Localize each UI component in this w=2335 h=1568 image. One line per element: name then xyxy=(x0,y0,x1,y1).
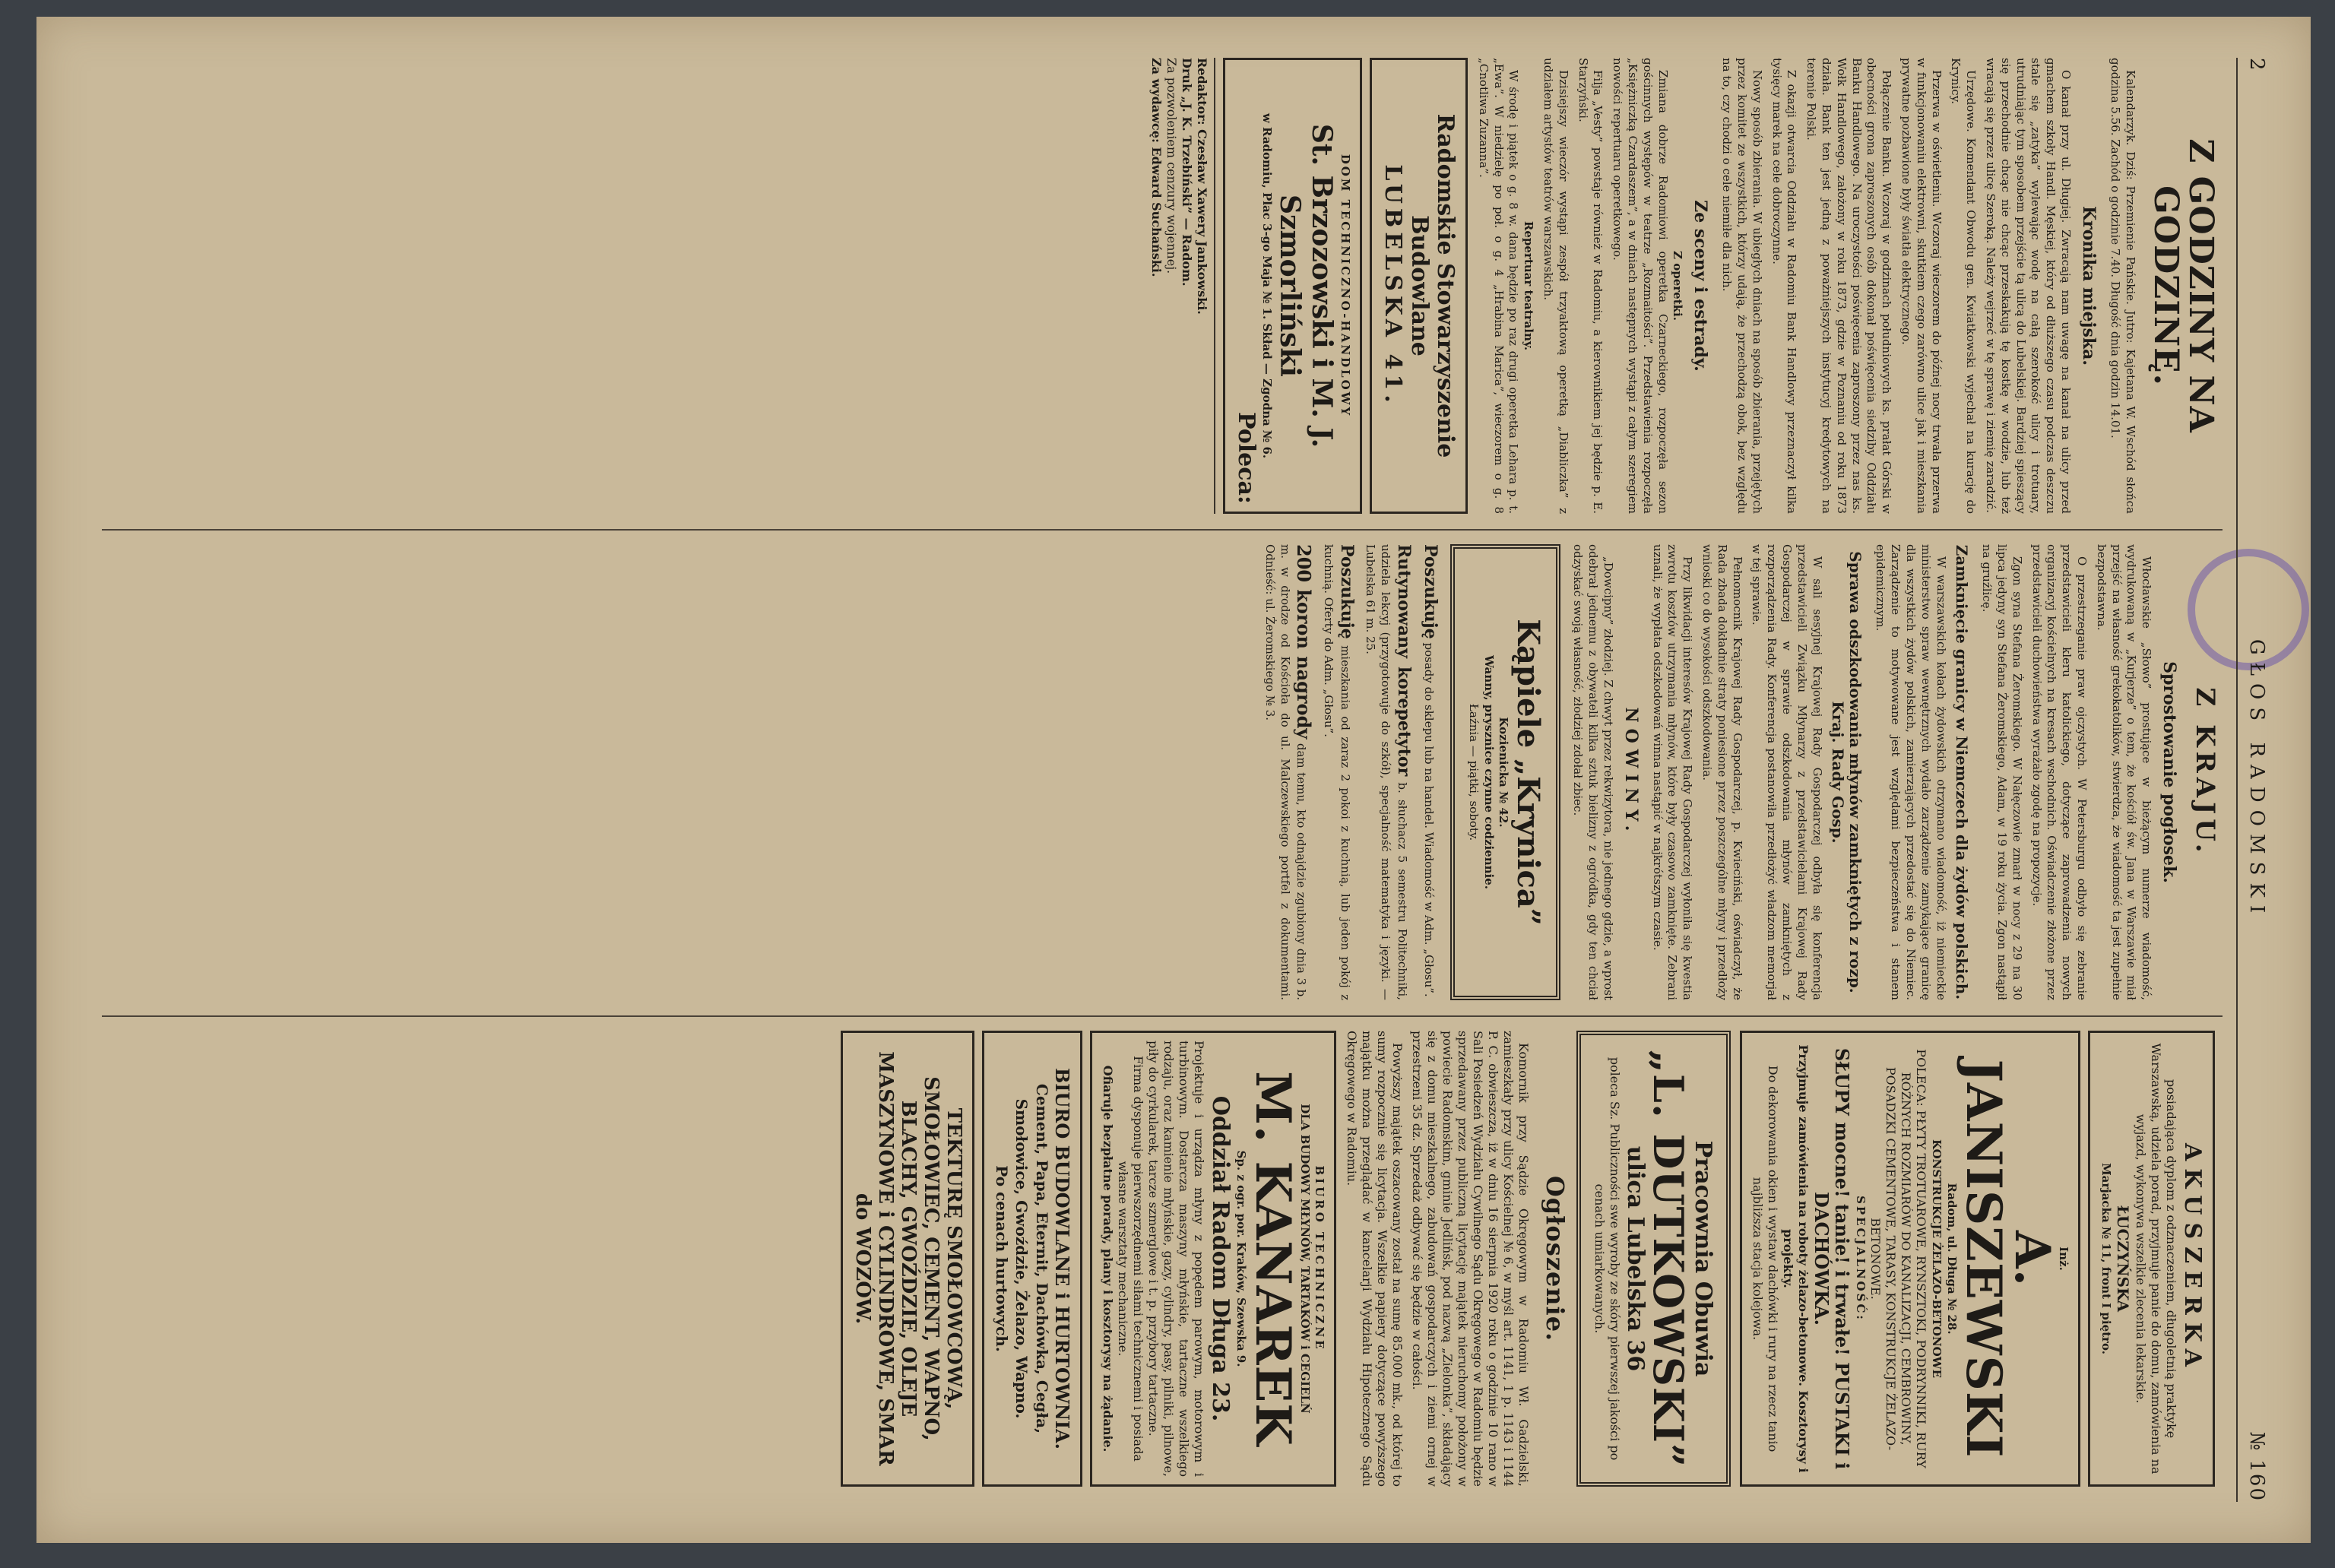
article-paragraph: W środę i piątek o g. 8 w. dana będzie po raz drugi operetka Lehara p. t. „Ewa”. W niedzielę po poł. o g. 4 „Hrabina Marica”, wieczorem o g. 8 „Cnotliwa Zuzanna”. xyxy=(1476,58,1521,514)
ad-address: Marjacka № 11, front I piętro. xyxy=(2099,1163,2114,1354)
section-heading: Z KRAJU. xyxy=(2190,687,2220,857)
classified-text: posady do sklepu lub na handel. Wiadomość w Adm. „Głosu”. xyxy=(1421,642,1436,997)
ad-title: Kąpiele „Krynica” xyxy=(1510,619,1547,926)
article-paragraph: O przestrzeganie praw ojczystych. W Petersburgu odbyło się zebranie przedstawicieli kleru katolickiego, dotyczące zaprowadzenia nowych organizacyj kościelnych na kresach wschodnich. Oświadczenie złożone przez przedstawicieli duchowieństwa wyrażało zgodę na propozycje. xyxy=(2029,544,2089,1000)
calendar-note: Kalendarzyk. Dziś: Przemienie Pańskie. Jutro: Kajetana W. Wschód słońca godzina 5.56. Zachód o godzinie 7.40. Długość dnia godzin 14.01. xyxy=(2108,58,2137,514)
druk-note: Za pozwoleniem cenzury wojennej. xyxy=(1164,58,1179,274)
classified-text: mieszkania od zaraz 2 pokoi z kuchnią, lub jeden pokój z kuchnią. Oferty do Adm. „Głosu”. xyxy=(1322,544,1353,1000)
ad-pretitle: Pracownia Obuwia xyxy=(1689,1140,1716,1377)
ad-dutkowski xyxy=(1576,1031,1731,1487)
article-paragraph: Włocławskie „Słowo” prostujące w bieżącym numerze wiadomość, wydrukowaną w „Kurjerze” o tem, że kościół św. Jana w Warszawie miał przejść na własność grekokatolików, stwierdza, że wiadomość ta jest zupełnie bezpodstawna. xyxy=(2094,544,2154,1000)
repertuar-heading: Repertuar teatralny. xyxy=(1522,220,1536,351)
article-paragraph: Zmiana dobrze Radomiowi operetka Czarneckiego, rozpoczęła sezon gościnnych występów w teatrze „Rozmaitości”. Przedstawienia rozpoczęła „Księżniczką Czardaszem”, a w dniach następnych wystąpi z całym szeregiem nowości repertuaru operetkowego. xyxy=(1611,58,1670,514)
sprostowanie-heading: Sprostowanie pogłosek. xyxy=(2159,661,2180,883)
ad-place: w Radomiu, Plac 3-go Maja № 1. Skład — Zgodna № 6. xyxy=(1260,112,1274,459)
ad-branch: Oddział Radom Długa 23. xyxy=(1206,1095,1234,1422)
article-paragraph: Zgon syna Stefana Żeromskiego. W Nałęczowie zmarł w nocy z 29 na 30 lipca jedyny syn Stefana Żeromskiego, Adam, w 19 roku życia. Zgon nastąpił na gruźlicę. xyxy=(1980,544,2024,1000)
ad-address: Radom, ul. Długa № 28. xyxy=(1944,1183,1959,1335)
ad-subtitle: DOM TECHNICZNO-HANDLOWY xyxy=(1338,154,1352,418)
classified-ads xyxy=(1262,544,1441,1000)
ad-head: BIURO TECHNICZNE xyxy=(1313,1165,1327,1352)
article-paragraph: Pełnomocnik Krajowej Rady Gospodarczej, p. Kwieciński, oświadczył, że Rada zbada dokładnie straty poniesione przez poszczególne młyny i przedłoży wnioski co do wysokości odszkodowania. xyxy=(1700,544,1744,1000)
ad-title: Radomskie Stowarzyszenie Budowlane xyxy=(1405,113,1459,458)
newspaper-page xyxy=(36,17,2311,1543)
ad-special: SPECJALNOŚĆ: xyxy=(1853,1196,1868,1322)
classified-title: Poszukuję xyxy=(1420,544,1440,639)
ad-products xyxy=(841,1031,974,1487)
notice-heading: Ogłoszenie. xyxy=(1540,1175,1570,1342)
article-paragraph: Przerwa w oświetleniu. Wczoraj wieczorem do późnej nocy trwała przerwa w funkcjonowaniu elektrowni, skutkiem czego zarówno ulice jak i mieszkania prywatne pozbawione były światła elektrycznego. xyxy=(1899,58,1944,514)
page-header xyxy=(2236,58,2268,1502)
ad-text: Ofiaruje bezpłatne porady, plany i kosztorysy na żądanie. xyxy=(1101,1065,1116,1452)
classified-title: Poszukuję xyxy=(1337,544,1358,639)
ad-text: posiadająca dyplom z odznaczeniem, długoletnią praktykę Warszawską, udziela porad, przyjmuje panie do domu, zamówienia na wyjazd, wykonywa wszelkie zlecenia lekarskie. xyxy=(2134,1043,2179,1475)
ad-text: TEKTURĘ SMOŁOWCOWĄ, SMOŁOWIEC, CEMENT, WAPNO, BLACHY, GWOŹDZIE, OLEJE MASZYNOWE i CYLINDROWE, SMAR do WOZÓW. xyxy=(851,1051,965,1466)
ad-price: Po cenach hurtowych. xyxy=(993,1165,1012,1352)
ad-name: ŁUCZYŃSKA xyxy=(2114,1205,2133,1313)
ad-address: ulica Lubelska 36 xyxy=(1622,1145,1649,1372)
ad-subtitle: KONSTRUKCJE ŻELAZO-BETONOWE xyxy=(1929,1139,1944,1379)
ad-recommends: Poleca: xyxy=(1233,411,1260,504)
ad-biuro-budowlane xyxy=(982,1031,1083,1487)
article-title: Sprawa odszkodowania młynów zamkniętych z rozp. Kraj. Rady Gosp. xyxy=(1828,551,1865,993)
redaktor-line: Redaktor: Czesław Xawery Jankowski. xyxy=(1194,58,1209,315)
notice-paragraph: Powyższy majątek oszacowany został na sumę 85.000 mk., od której to sumy rozpocznie się licytacja. Wszelkie papiery dotyczące powyższego majątku można przeglądać w kancelarji Wydziału Hipotecznego Sądu Okręgowego w Radomiu. xyxy=(1345,1031,1405,1487)
ad-address: LUBELSKA 41. xyxy=(1380,164,1407,407)
ad-hours: Łaźnia — piątki, soboty. xyxy=(1466,703,1481,841)
kronika-heading: Kronika miejska. xyxy=(2079,205,2099,366)
ad-text: poleca Sz. Publiczności swe wyroby ze skóry pierwszej jakości po cenach umiarkowanych. xyxy=(1592,1056,1622,1461)
ad-brzozowski xyxy=(1223,58,1362,514)
page-number: 2 xyxy=(2245,58,2268,78)
masthead-footer xyxy=(1148,58,1215,514)
ad-text: POLECA: PŁYTY TROTUAROWE, RYNSZTOKI, PODRYNNIKI, RURY RÓŻNYCH ROZMIARÓW DO KANALIZACJI, CEMBROWINY, POSADZKI CEMENTOWE, TARASY, KONSTRUKCJE ŻELAZO-BETONOWE. xyxy=(1868,1049,1928,1468)
ad-text: Do dekorowania okien i wystaw dachówki i rury na rzecz tanio najbliższa stacja kolejowa. xyxy=(1750,1065,1780,1452)
wydawca-line: Za wydawcę: Edward Suchański. xyxy=(1148,58,1164,277)
article-paragraph: Nowy sposób zbierania. W ubiegłych dniach na sposób zbierania, przejętych przez komitet ze wszystkich, którzy udają, że przechodzą obok, bez względu na to, czy chodzi o cele niemiłe dla nich. xyxy=(1720,58,1764,514)
ad-title: M. KANAREK xyxy=(1244,1071,1301,1446)
classified-title: Rutynowany korepetytor xyxy=(1393,544,1414,777)
rotated-page-content xyxy=(64,35,2283,1525)
classified-title: 200 koron nagrody xyxy=(1293,544,1316,740)
ad-krynica xyxy=(1450,544,1560,1000)
ad-text: Przyjmuje zamówienia na roboty żelazo-betonowe. Kosztorysy i projekty. xyxy=(1780,1044,1811,1473)
scena-subheading: Z operetki. xyxy=(1671,251,1685,321)
ad-text: Cement, Papa, Eternit, Dachówka, Cegła, Smołowice, Gwoździe, Żelazo, Wapno. xyxy=(1012,1083,1051,1434)
article-paragraph: Dzisiejszy wieczór wystąpi zespół trzyaktową operetką „Diabliczka” z udziałem artystów teatrów warszawskich. xyxy=(1541,58,1570,514)
ad-address: Kozienicka № 42. xyxy=(1497,717,1511,828)
ad-title: AKUSZERKA xyxy=(2179,1143,2206,1374)
ad-prefix: Inż. xyxy=(2057,1246,2071,1271)
ad-stowarzyszenie xyxy=(1370,58,1468,514)
ad-firm: St. Brzozowski i M. J. Szmorliński xyxy=(1274,123,1338,448)
classified-text: dam temu, kto odnajdzie zgubiony dnia 3 b. m. w drodze od Kościoła do ul. Malczewskiego portfel z dokumentami. Odnieść: ul. Żeromskiego № 3. xyxy=(1263,544,1309,1000)
ad-title: A. JANISZEWSKI xyxy=(1954,1059,2061,1459)
column-rule xyxy=(102,1015,2223,1017)
ad-kanarek xyxy=(1090,1031,1336,1487)
newspaper-title: GŁOS RADOMSKI xyxy=(2245,638,2268,921)
ad-text: Firma dysponuje pierwszorzędnemi siłami technicznemi i posiada własne warsztaty mechaniczne. xyxy=(1116,1056,1146,1462)
column-local-news xyxy=(94,58,2223,514)
article-paragraph: W sali sesyjnej Krajowej Rady Gospodarczej odbyła się konferencja przedstawicieli Związku Młynarzy z przedstawicielami Krajowej Rady Gospodarczej w sprawie odszkodowania młynów zamkniętych z rozporządzenia Rady. Konferencja postanowiła przedłożyć władzom memorjał w tej sprawie. xyxy=(1750,544,1824,1000)
classified-text: b. słuchacz 5 semestru Politechniki, udziela lekcyj (przygotowuje do szkół), specjalność matematyka i języki. — Lubelska 61 m. 25. xyxy=(1364,544,1409,1000)
ad-akuszerka xyxy=(2088,1031,2215,1487)
ad-title: „L. DUTKOWSKI” xyxy=(1644,1049,1693,1468)
article-paragraph: Z okazji otwarcia Oddziału w Radomiu Bank Handlowy przeznaczył kilka tysięcy marek na cele dobroczynne. xyxy=(1769,58,1799,514)
scena-heading: Ze sceny i estrady. xyxy=(1690,200,1711,372)
issue-number: № 160 xyxy=(2245,1431,2268,1502)
notice-paragraph: Komornik przy Sądzie Okręgowym w Radomiu Wł. Gadzielski, zamieszkały przy ulicy Kościelnej № 6, w myśl art. 1141, 1 p. 1143 i 1144 P. C. obwieszcza, iż w dniu 16 sierpnia 1920 roku o godzinie 10 rano w Sali Posiedzeń Wydziału Cywilnego Sądu Okręgowego w Radomiu będzie sprzedawany przez publiczną licytację majątek nieruchomy położony w powiecie Radomskim, gminie Jedlińsk, pod nazwą „Zielonka”, składający się z domu mieszkalnego, zabudowań gospodarczych i ziemi ornej w przestrzeni 35 dz. Sprzedaż odbywać się będzie w całości. xyxy=(1410,1031,1532,1487)
ad-subtitle: DLA BUDOWY MŁYNÓW, TARTAKÓW i CEGIELŃ xyxy=(1297,1104,1312,1414)
section-heading: Z GODZINY NA GODZINĘ. xyxy=(2146,138,2220,433)
ad-title: BIURO BUDOWLANE i HURTOWNIA. xyxy=(1051,1067,1074,1450)
ad-slogan: SŁUPY mocne! tanie! i trwałe! PUSTAKI i DACHÓWKA. xyxy=(1810,1047,1854,1470)
ad-text: Projektuje i urządza młyny z popędem parowym, motorowym i turbinowym. Dostarcza maszyny młyńskie, tartaczne wszelkiego rodzaju, oraz kamienie młyńskie, gazy, cylindry, pasy, pilniki, pilnowe, piły do cyrkularek, tarcze szmerglowe i t. p. przybory tartaczne. xyxy=(1146,1041,1207,1477)
article-title: Zamknięcie granicy w Niemczech dla żydów polskich. xyxy=(1952,544,1971,1000)
druk-line: Druk „J. K. Trzebiński” — Radom. xyxy=(1179,58,1194,287)
ad-firm: Sp. z ogr. por. Kraków, Szewska 9. xyxy=(1234,1150,1248,1367)
article-paragraph: Urzędowe. Komendant Obwodu gen. Kwiatkowski wyjechał na kurację do Krynicy. xyxy=(1949,58,1979,514)
article-paragraph: Filja „Vesty” powstaje również w Radomiu, a kierownikiem jej będzie p. E. Starzyński. xyxy=(1576,58,1605,514)
column-rule xyxy=(102,529,2223,531)
article-paragraph: Przy likwidacji interesów Krajowej Rady Gospodarczej wyłoniła się kwestia zwrotu kosztów utrzymania młynów, które były czasowo zamknięte. Zebrani uznali, że wypłata odszkodowań winna nastąpić w najkrótszym czasie. xyxy=(1650,544,1695,1000)
article-paragraph: Połączenie Banku. Wczoraj w godzinach południowych ks. prałat Górski w obecności grona zaproszonych osób dokonał poświęcenia siedziby Oddziału Banku Handlowego. Na uroczystości poświęcenia zaproszony przez nas ks. Wołk Handlowego, założony w roku 1873, gdzie w Poznaniu od roku 1873 działa. Bank ten jest jedną z poważniejszych instytucyj kredytowych na terenie Polski. xyxy=(1804,58,1894,514)
article-paragraph: „Dowcipny” złodziej. Z chwyt przez rekwizytora, nie jednego gdzie, a wprost odebrał jednemu z obywateli kilka sztuk bielizny z ogródka, gdy ten chciał odzyskać swoją własność, złodziej zdołał zbiec. xyxy=(1571,544,1615,1000)
article-paragraph: O kanał przy ul. Długiej. Zwracają nam uwagę na kanał na ulicy przed gmachem szkoły Handl. Męskiej, który od dłuższego czasu podczas deszczu stale się „zatyka” wylewając wodę na całą szerokość ulicy i trotuary, utrudniając tym sposobem przejście tą ulicą do Lubelskiej. Bardziej spieszący się przechodnie chcąc nie chcąc przeskakują tę kostkę w wodzie, lub też wracają się przez ulicę Szeroką. Należy wejrzeć w tę sprawę i ziemię zaradzić. xyxy=(1984,58,2073,514)
column-advertisements xyxy=(94,1031,2223,1487)
ad-text: Wanny, prysznice czynne codziennie. xyxy=(1481,655,1496,889)
article-paragraph: W warszawskich kołach żydowskich otrzymano wiadomość, iż niemieckie ministerstwo spraw wewnętrznych wydało zarządzenie zamykające granicę dla wszystkich żydów polskich, zamierzających przedostać się do Niemiec. Zarządzenie to motywowane jest względami bezpieczeństwa i stanem epidemicznym. xyxy=(1874,544,1948,1000)
ad-janiszewski xyxy=(1740,1031,2080,1487)
nowiny-heading: NOWINY. xyxy=(1621,707,1641,838)
column-country-news xyxy=(94,544,2223,1000)
